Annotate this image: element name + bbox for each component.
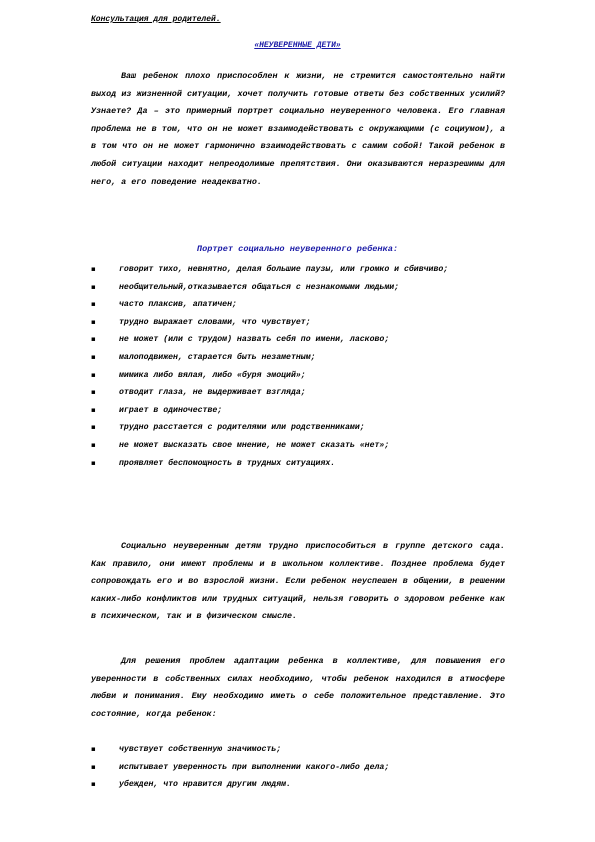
list-item: ▪ отводит глаза, не выдерживает взгляда;: [91, 384, 505, 402]
document-title: «НЕУВЕРЕННЫЕ ДЕТИ»: [254, 41, 341, 50]
portrait-title: Портрет социально неуверенного ребенка:: [196, 244, 399, 254]
list-item: ▪ мимика либо вялая, либо «буря эмоций»;: [91, 367, 505, 385]
bullet-icon: ▪: [91, 300, 96, 309]
bullet-icon: ▪: [91, 352, 96, 361]
list-item: ▪ говорит тихо, невнятно, делая большие паузы, или громко и сбивчиво;: [91, 261, 505, 279]
bullet-icon: ▪: [91, 423, 96, 432]
bullet-icon: ▪: [91, 265, 96, 273]
bullet-icon: ▪: [91, 405, 96, 414]
list-item: ▪ проявляет беспомощность в трудных ситуациях.: [91, 455, 505, 473]
list-item: ▪ трудно расстается с родителями или родственниками;: [91, 419, 505, 437]
bullet-icon: ▪: [91, 745, 96, 753]
bullet-icon: ▪: [91, 440, 96, 449]
bullet-icon: ▪: [91, 370, 96, 379]
paragraph-adaptation: Социально неуверенным детям трудно приспособиться в группе детского сада. Как правило, они имеют проблемы и в школьном коллективе. Позднее проблема будет сопровождать его и во взрослой жизни. Если ребенок неуспешен в общении, в решении каких-либо конфликтов или трудных ситуаций, нельзя говорить о здоровом ребенке как в психическом, так и в физическом смысле.: [91, 541, 505, 622]
intro-paragraph: Ваш ребенок плохо приспособлен к жизни, не стремится самостоятельно найти выход из жизненной ситуации, хочет получить готовые ответы без собственных усилий? Узнаете? Да – это примерный портрет социально неуверенного человека. Его главная проблема не в том, что он не может взаимодействовать с окружающими (с социумом), а в том что он не может гармонично взаимодействовать с самим собой! Такой ребенок в любой ситуации находит непреодолимые препятствия. Они оказываются неразрешимы для него, а его поведение неадекватно.: [91, 71, 505, 187]
bullet-icon: ▪: [91, 317, 96, 326]
paragraph-solution: Для решения проблем адаптации ребенка в коллективе, для повышения его уверенности в собственных силах необходимо, чтобы ребенок находился в атмосфере любви и понимания. Ему необходимо иметь о себе положительное представление. Это состояние, когда ребенок:: [91, 656, 505, 719]
list-item: ▪ необщительный,отказывается общаться с незнакомыми людьми;: [91, 279, 505, 297]
list-item: ▪ не может (или с трудом) назвать себя по имени, ласково;: [91, 331, 505, 349]
bullet-icon: ▪: [91, 335, 96, 344]
bullet-icon: ▪: [91, 762, 96, 771]
list-item: ▪ испытывает уверенность при выполнении какого-либо дела;: [91, 759, 505, 777]
list-item: ▪ часто плаксив, апатичен;: [91, 296, 505, 314]
bullet-icon: ▪: [91, 458, 96, 467]
list-item: ▪ чувствует собственную значимость;: [91, 741, 505, 759]
document-header: Консультация для родителей.: [91, 15, 221, 24]
bullet-icon: ▪: [91, 282, 96, 291]
list-item: ▪ играет в одиночестве;: [91, 402, 505, 420]
portrait-list: [91, 261, 505, 472]
child-state-list: [91, 741, 505, 794]
list-item: ▪ убежден, что нравится другим людям.: [91, 776, 505, 794]
bullet-icon: ▪: [91, 780, 96, 789]
bullet-icon: ▪: [91, 388, 96, 397]
list-item: ▪ трудно выражает словами, что чувствует;: [91, 314, 505, 332]
list-item: ▪ малоподвижен, старается быть незаметным;: [91, 349, 505, 367]
list-item: ▪ не может высказать свое мнение, не может сказать «нет»;: [91, 437, 505, 455]
